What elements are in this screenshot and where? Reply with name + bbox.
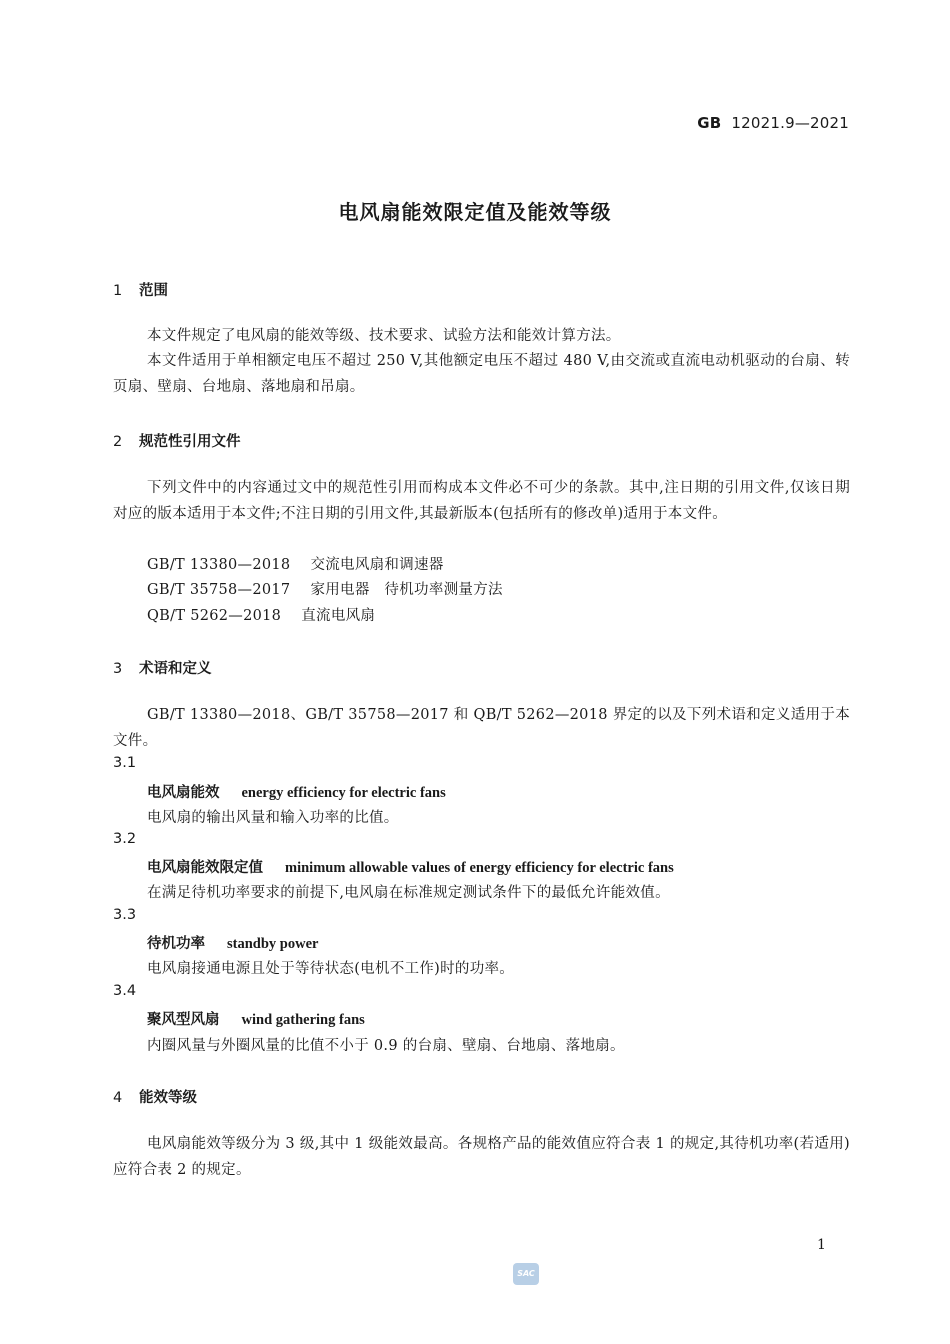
reference-name: 交流电风扇和调速器 (310, 557, 444, 573)
sac-logo: SAC (513, 1263, 539, 1285)
term-definition: 电风扇的输出风量和输入功率的比值。 (147, 810, 399, 826)
section-number: 1 (113, 283, 123, 299)
reference-name: 家用电器 待机功率测量方法 (310, 582, 503, 598)
section-title: 规范性引用文件 (139, 434, 241, 450)
reference-code: GB/T 35758—2017 (147, 582, 291, 598)
reference-code: QB/T 5262—2018 (147, 608, 282, 624)
term-entry (147, 1008, 365, 1029)
section-title: 范围 (139, 283, 168, 299)
section-1-heading (113, 279, 168, 300)
section-4-paragraph-1: 电风扇能效等级分为 3 级,其中 1 级能效最高。各规格产品的能效值应符合表 1 的规定,其待机功率(若适用)应符合表 2 的规定。 (113, 1136, 850, 1178)
section-2-paragraph-1: 下列文件中的内容通过文中的规范性引用而构成本文件必不可少的条款。其中,注日期的引用文件,仅该日期对应的版本适用于本文件;不注日期的引用文件,其最新版本(包括所有的修改单)适用于本文件。 (113, 480, 850, 522)
document-title: 电风扇能效限定值及能效等级 (338, 200, 612, 224)
section-3-paragraph-1: GB/T 13380—2018、GB/T 35758—2017 和 QB/T 5262—2018 界定的以及下列术语和定义适用于本文件。 (113, 707, 850, 749)
term-english: wind gathering fans (241, 1012, 365, 1028)
term-chinese: 聚风型风扇 (147, 1012, 220, 1028)
section-1-paragraph-2: 本文件适用于单相额定电压不超过 250 V,其他额定电压不超过 480 V,由交流或直流电动机驱动的台扇、转页扇、壁扇、台地扇、落地扇和吊扇。 (113, 353, 850, 395)
section-number: 2 (113, 434, 123, 450)
term-number: 3.2 (113, 831, 137, 847)
section-number: 3 (113, 661, 123, 677)
page-number: 1 (817, 1237, 826, 1253)
term-number: 3.4 (113, 983, 137, 999)
reference-item (147, 553, 444, 574)
reference-name: 直流电风扇 (301, 608, 376, 624)
term-chinese: 待机功率 (147, 936, 205, 952)
reference-item (147, 578, 503, 599)
term-english: energy efficiency for electric fans (241, 785, 446, 801)
term-definition: 电风扇接通电源且处于等待状态(电机不工作)时的功率。 (147, 961, 515, 977)
term-entry (147, 781, 446, 802)
section-1-paragraph-1: 本文件规定了电风扇的能效等级、技术要求、试验方法和能效计算方法。 (147, 328, 621, 344)
term-english: minimum allowable values of energy efficiency for electric fans (285, 860, 674, 876)
term-entry (147, 932, 318, 953)
section-title: 术语和定义 (139, 661, 212, 677)
reference-code: GB/T 13380—2018 (147, 557, 291, 573)
standard-prefix: GB (697, 114, 722, 132)
section-4-heading (113, 1086, 197, 1107)
term-entry (147, 856, 674, 877)
reference-item (147, 604, 375, 625)
term-definition: 内圈风量与外圈风量的比值不小于 0.9 的台扇、壁扇、台地扇、落地扇。 (147, 1038, 625, 1054)
term-number: 3.3 (113, 907, 137, 923)
standard-number (697, 114, 849, 132)
section-number: 4 (113, 1090, 123, 1106)
term-number: 3.1 (113, 755, 137, 771)
term-chinese: 电风扇能效 (147, 785, 220, 801)
term-english: standby power (227, 936, 319, 952)
section-title: 能效等级 (139, 1090, 197, 1106)
term-chinese: 电风扇能效限定值 (147, 860, 263, 876)
section-2-heading (113, 430, 241, 451)
standard-code: 12021.9—2021 (731, 114, 849, 132)
section-3-heading (113, 657, 212, 678)
term-definition: 在满足待机功率要求的前提下,电风扇在标准规定测试条件下的最低允许能效值。 (147, 885, 670, 901)
